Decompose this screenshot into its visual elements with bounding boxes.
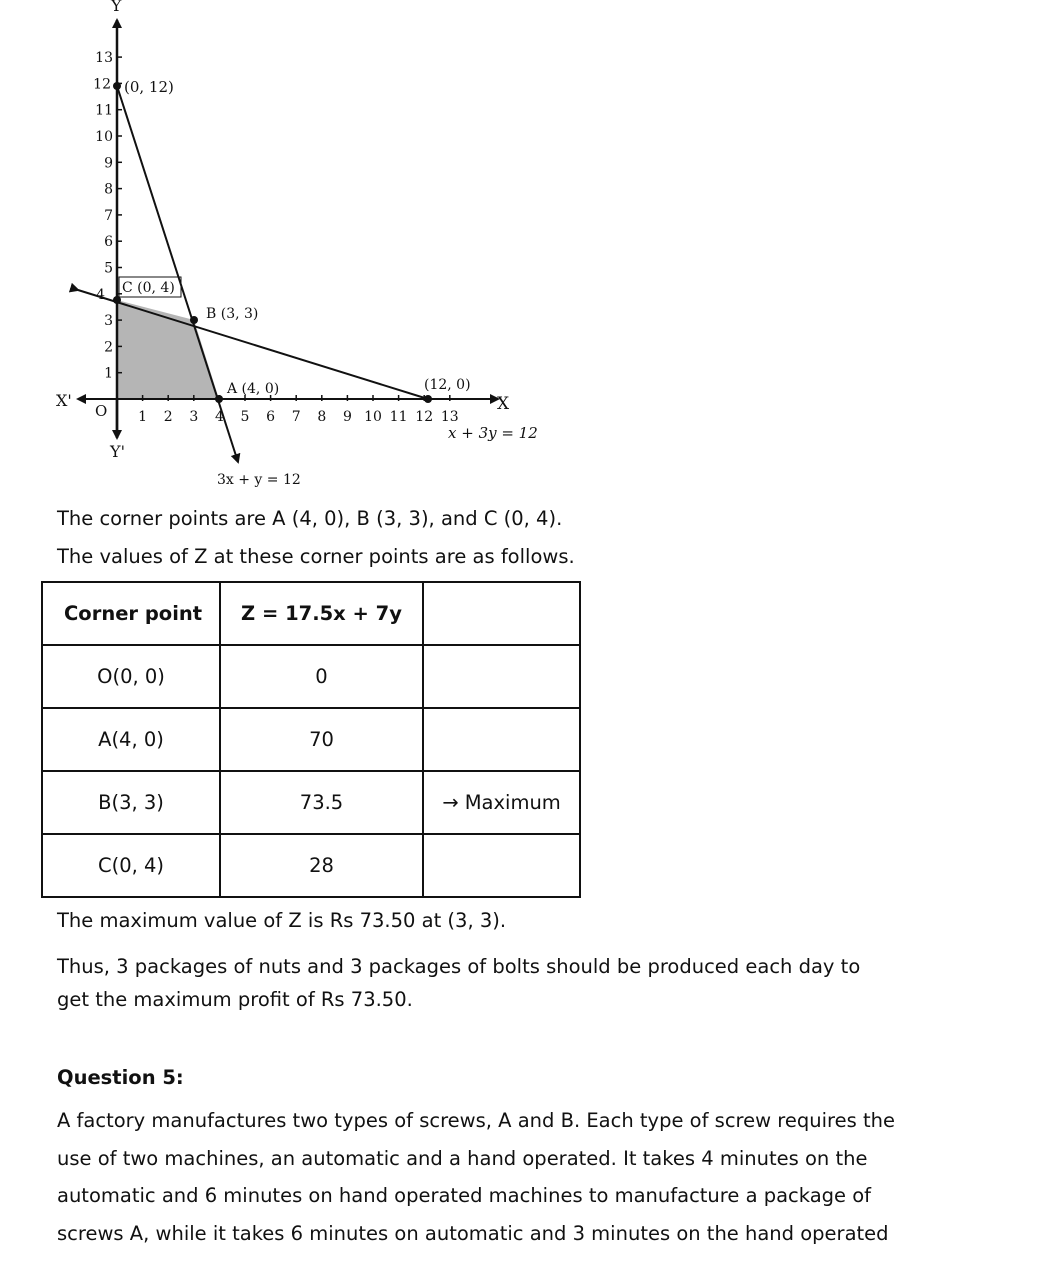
header-corner-point: Corner point xyxy=(42,582,220,645)
y-tick-label: 5 xyxy=(104,260,113,277)
cell-z: 0 xyxy=(220,645,423,708)
y-tick-label: 8 xyxy=(104,181,113,198)
header-z-function: Z = 17.5x + 7y xyxy=(220,582,423,645)
cell-point: B(3, 3) xyxy=(42,771,220,834)
label-0-12: (0, 12) xyxy=(124,78,174,96)
cell-z: 28 xyxy=(220,834,423,897)
x-tick-label: 8 xyxy=(317,409,327,425)
conclusion-line-1: Thus, 3 packages of nuts and 3 packages of bolts should be produced each day to xyxy=(57,955,861,978)
label-12-0: (12, 0) xyxy=(424,377,471,393)
cell-note xyxy=(423,708,580,771)
x-axis-label: X xyxy=(497,394,510,414)
x-tick-label: 13 xyxy=(440,409,459,425)
cell-point: O(0, 0) xyxy=(42,645,220,708)
cell-z: 73.5 xyxy=(220,771,423,834)
x-tick-label: 12 xyxy=(415,409,434,425)
y-tick-label: 1 xyxy=(104,365,113,382)
question-line: automatic and 6 minutes on hand operated machines to manufacture a package of xyxy=(57,1184,872,1207)
label-b: B (3, 3) xyxy=(206,306,259,322)
y-tick-label: 6 xyxy=(104,234,113,251)
x-tick-label: 1 xyxy=(138,409,148,425)
point-12-0 xyxy=(424,395,432,403)
y-axis-label: Y xyxy=(111,0,122,15)
cell-point: C(0, 4) xyxy=(42,834,220,897)
table-header-row xyxy=(42,582,580,645)
question-paragraph xyxy=(57,1102,977,1252)
y-tick-label: 2 xyxy=(104,339,113,356)
point-b xyxy=(190,316,198,324)
z-values-table xyxy=(41,581,581,898)
conclusion-paragraph xyxy=(57,950,977,1016)
equation-line2: 3x + y = 12 xyxy=(217,472,301,488)
y-tick-label: 13 xyxy=(95,50,113,67)
x-tick-label: 5 xyxy=(240,409,250,425)
origin-label: O xyxy=(95,402,108,420)
question-heading: Question 5: xyxy=(57,1066,184,1089)
cell-note xyxy=(423,834,580,897)
feasible-region-graph xyxy=(0,0,620,500)
label-c: C (0, 4) xyxy=(122,280,175,296)
table-row xyxy=(42,645,580,708)
x-tick-label: 4 xyxy=(214,409,224,425)
equation-line1: x + 3y = 12 xyxy=(448,424,538,442)
cell-point: A(4, 0) xyxy=(42,708,220,771)
x-tick-label: 2 xyxy=(163,409,173,425)
question-line: A factory manufactures two types of screws, A and B. Each type of screw requires the xyxy=(57,1109,895,1132)
y-tick-label: 9 xyxy=(104,155,113,172)
max-value-text: The maximum value of Z is Rs 73.50 at (3, 3). xyxy=(57,909,507,932)
table-row xyxy=(42,771,580,834)
x-tick-label: 7 xyxy=(291,409,301,425)
y-tick-label: 12 xyxy=(93,76,111,93)
x-tick-label: 11 xyxy=(389,409,408,425)
cell-note xyxy=(423,645,580,708)
table-row xyxy=(42,708,580,771)
x-tick-label: 3 xyxy=(189,409,199,425)
x-tick-label: 6 xyxy=(266,409,276,425)
question-line: screws A, while it takes 6 minutes on automatic and 3 minutes on the hand operated xyxy=(57,1221,889,1245)
y-axis-neg-label: Y' xyxy=(110,442,125,461)
label-a: A (4, 0) xyxy=(227,381,280,397)
question-line: use of two machines, an automatic and a hand operated. It takes 4 minutes on the xyxy=(57,1146,868,1170)
table-row xyxy=(42,834,580,897)
line-3x-plus-y xyxy=(117,86,238,462)
y-tick-label: 3 xyxy=(104,313,113,330)
cell-note: → Maximum xyxy=(423,771,580,834)
x-tick-label: 10 xyxy=(364,409,382,425)
y-tick-label: 7 xyxy=(104,207,113,224)
y-tick-label: 4 xyxy=(96,286,105,303)
corner-points-text: The corner points are A (4, 0), B (3, 3), and C (0, 4). xyxy=(57,507,563,530)
conclusion-line-2: get the maximum profit of Rs 73.50. xyxy=(57,988,413,1011)
x-axis-neg-label: X' xyxy=(56,391,72,410)
feasible-region xyxy=(117,300,219,399)
y-tick-label: 11 xyxy=(95,102,113,119)
cell-z: 70 xyxy=(220,708,423,771)
header-empty xyxy=(423,582,580,645)
x-tick-label: 9 xyxy=(342,409,352,425)
values-intro-text: The values of Z at these corner points are as follows. xyxy=(57,545,575,568)
y-tick-label: 10 xyxy=(95,129,113,145)
